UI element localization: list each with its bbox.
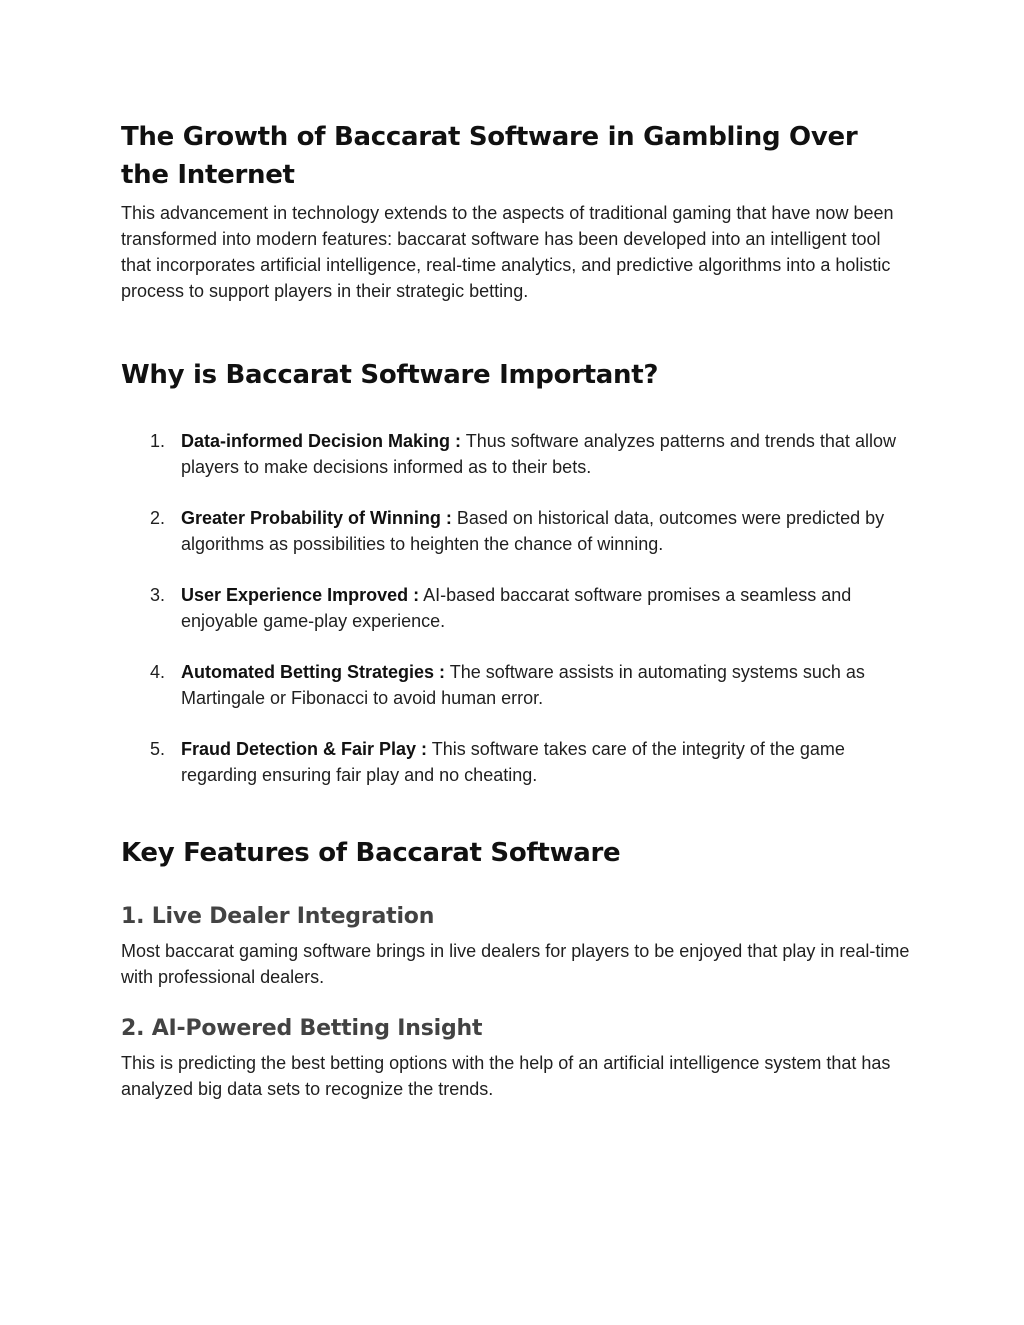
list-item-number: 2. — [150, 508, 166, 528]
list-item-number: 5. — [150, 739, 166, 759]
list-item-term: Automated Betting Strategies : — [181, 662, 446, 682]
list-item-text: Based on historical data, outcomes were predicted by algorithms as possibilities to heighten the chance of winning. — [181, 508, 885, 554]
growth-paragraph: This advancement in technology extends to the aspects of traditional gaming that have now been transformed into modern features: baccarat software has been developed into an intelligent tool that incorporates artificial intelligence, real-time analytics, and predictive algorithms into a holistic process to support players in their strategic betting. — [121, 203, 894, 301]
section-heading-importance: Why is Baccarat Software Important? — [121, 360, 659, 390]
list-item-text: The software assists in automating systems such as Martingale or Fibonacci to avoid human error. — [181, 662, 865, 708]
list-item — [121, 736, 911, 788]
importance-list — [121, 428, 911, 788]
list-item-number: 1. — [150, 431, 166, 451]
list-item-term: Fraud Detection & Fair Play : — [181, 739, 428, 759]
list-item-number: 4. — [150, 662, 166, 682]
section-heading-features: Key Features of Baccarat Software — [121, 838, 621, 868]
list-item-text: Thus software analyzes patterns and trends that allow players to make decisions informed as to their bets. — [181, 431, 896, 477]
list-item-text: AI-based baccarat software promises a seamless and enjoyable game-play experience. — [181, 585, 852, 631]
list-item-text: This software takes care of the integrity of the game regarding ensuring fair play and no cheating. — [181, 739, 845, 785]
feature-desc-ai-insight: This is predicting the best betting options with the help of an artificial intelligence system that has analyzed big data sets to recognize the trends. — [121, 1053, 891, 1099]
document-page — [121, 118, 911, 1102]
section-heading-growth: The Growth of Baccarat Software in Gambling Over the Internet — [121, 122, 858, 190]
list-item — [121, 582, 911, 634]
list-item — [121, 659, 911, 711]
list-item — [121, 505, 911, 557]
list-item-term: User Experience Improved : — [181, 585, 420, 605]
feature-title-ai-insight: 2. AI-Powered Betting Insight — [121, 1016, 483, 1041]
list-item-term: Greater Probability of Winning : — [181, 508, 452, 528]
list-item — [121, 428, 911, 480]
list-item-term: Data-informed Decision Making : — [181, 431, 462, 451]
list-item-number: 3. — [150, 585, 166, 605]
feature-desc-live-dealer: Most baccarat gaming software brings in live dealers for players to be enjoyed that play in real-time with professional dealers. — [121, 941, 910, 987]
feature-title-live-dealer: 1. Live Dealer Integration — [121, 904, 435, 929]
